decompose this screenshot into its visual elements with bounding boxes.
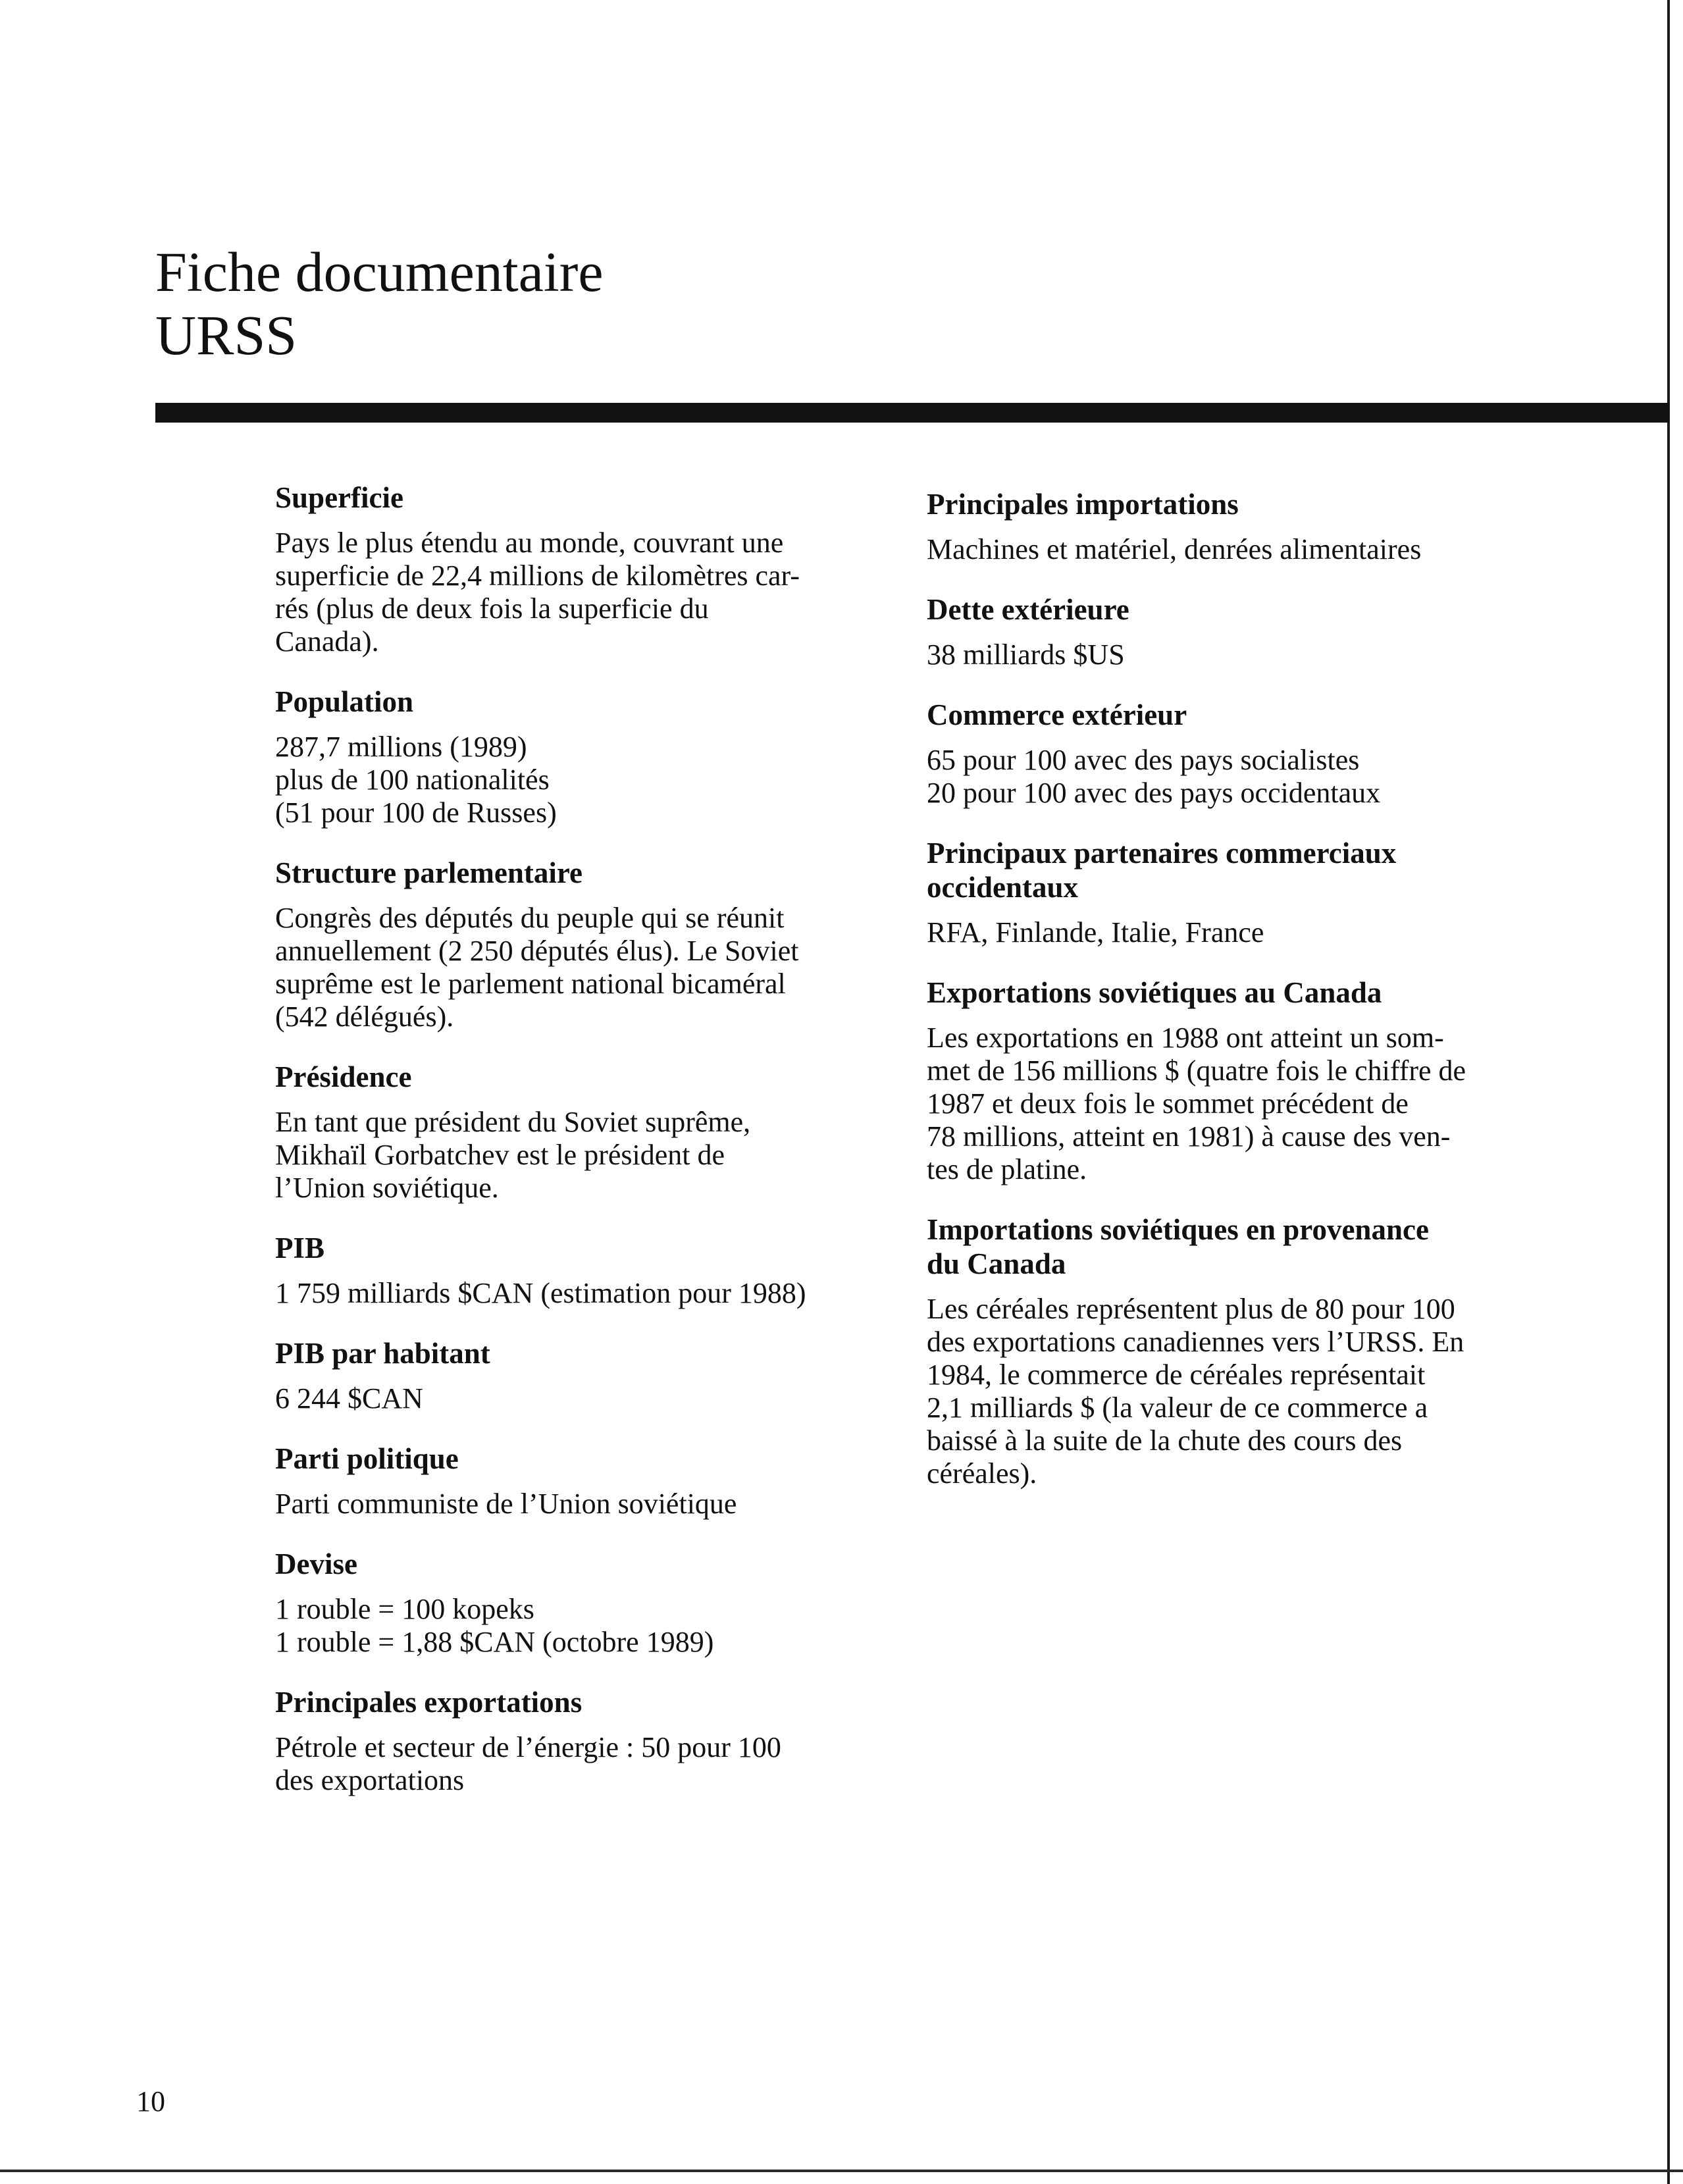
section-heading (927, 592, 1532, 627)
body-line: met de 156 millions $ (quatre fois le chiffre de (927, 1054, 1466, 1087)
heading-line: Principaux partenaires commerciaux (927, 837, 1397, 870)
section-population (275, 685, 881, 829)
section-heading: PIB (275, 1232, 325, 1264)
section-body (927, 1022, 1532, 1186)
section-pib (275, 1231, 881, 1310)
section-heading: PIB par habitant (275, 1337, 490, 1370)
body-line: rés (plus de deux fois la superficie du (275, 592, 709, 625)
body-line: annuellement (2 250 députés élus). Le Soviet (275, 935, 799, 967)
section-heading (927, 487, 1532, 521)
body-line: (51 pour 100 de Russes) (275, 796, 557, 829)
body-line: Pays le plus étendu au monde, couvrant une (275, 527, 784, 559)
section-body (275, 731, 881, 829)
page-edge-right (1667, 0, 1670, 2184)
title-line-1: Fiche documentaire (155, 240, 604, 303)
section-devise (275, 1547, 881, 1659)
section-commerce-exterieur (927, 698, 1532, 810)
section-principales-exportations (275, 1685, 881, 1797)
section-body (927, 533, 1532, 566)
page-number: 10 (136, 2085, 165, 2118)
section-heading: Superficie (275, 481, 403, 514)
body-line: Les céréales représentent plus de 80 pour 100 (927, 1293, 1455, 1325)
body-line: plus de 100 nationalités (275, 764, 550, 796)
heading-line: occidentaux (927, 871, 1078, 904)
section-structure-parlementaire (275, 856, 881, 1033)
heading-line: Dette extérieure (927, 593, 1129, 626)
heading-line: du Canada (927, 1247, 1066, 1280)
section-body (927, 744, 1532, 810)
section-heading: Présidence (275, 1060, 412, 1093)
body-line: Parti communiste de l’Union soviétique (275, 1488, 737, 1520)
body-line: 1 rouble = 100 kopeks (275, 1593, 534, 1625)
section-heading (927, 975, 1532, 1010)
section-body (927, 916, 1532, 949)
body-line: 1 759 milliards $CAN (estimation pour 1988) (275, 1277, 806, 1309)
section-parti-politique (275, 1442, 881, 1521)
body-line: suprême est le parlement national bicaméral (275, 968, 786, 1000)
section-exportations-sovietiques-au-canada (927, 975, 1532, 1186)
body-line: Canada). (275, 625, 379, 658)
section-heading (927, 836, 1532, 904)
body-line: Pétrole et secteur de l’énergie : 50 pour 100 (275, 1731, 781, 1763)
right-column (927, 487, 1532, 1517)
body-line: 6 244 $CAN (275, 1382, 423, 1415)
section-presidence (275, 1060, 881, 1205)
body-line: Mikhaïl Gorbatchev est le président de (275, 1139, 725, 1171)
section-heading: Structure parlementaire (275, 856, 583, 889)
section-importations-sovietiques-en-provenance-du-canada (927, 1212, 1532, 1490)
heading-line: Commerce extérieur (927, 698, 1187, 731)
left-column (275, 481, 881, 1823)
body-line: céréales). (927, 1457, 1037, 1490)
body-line: 1984, le commerce de céréales représentait (927, 1359, 1426, 1391)
body-line: baissé à la suite de la chute des cours des (927, 1424, 1403, 1457)
section-heading: Parti politique (275, 1442, 459, 1475)
body-line: 78 millions, atteint en 1981) à cause des ven- (927, 1120, 1451, 1153)
section-heading (927, 1212, 1532, 1281)
title-rule (155, 403, 1669, 423)
section-body (927, 1293, 1532, 1490)
body-line: (542 délégués). (275, 1001, 454, 1033)
page-edge-bottom (0, 2170, 1683, 2172)
section-heading: Devise (275, 1547, 357, 1580)
section-body (927, 638, 1532, 671)
body-line: 38 milliards $US (927, 638, 1125, 671)
section-body (275, 1488, 881, 1521)
body-line: Les exportations en 1988 ont atteint un som- (927, 1022, 1444, 1054)
section-heading (927, 698, 1532, 732)
body-line: tes de platine. (927, 1153, 1087, 1185)
section-body (275, 527, 881, 658)
body-line: RFA, Finlande, Italie, France (927, 916, 1264, 949)
section-superficie (275, 481, 881, 658)
section-body (275, 1382, 881, 1415)
body-line: En tant que président du Soviet suprême, (275, 1106, 751, 1138)
section-heading: Population (275, 685, 414, 718)
body-line: 287,7 millions (1989) (275, 731, 527, 763)
body-line: 65 pour 100 avec des pays socialistes (927, 744, 1360, 776)
body-line: Machines et matériel, denrées alimentaires (927, 533, 1422, 565)
body-line: 2,1 milliards $ (la valeur de ce commerce a (927, 1391, 1428, 1424)
heading-line: Principales importations (927, 488, 1239, 521)
body-line: 1987 et deux fois le sommet précédent de (927, 1087, 1409, 1120)
body-line: des exportations canadiennes vers l’URSS. En (927, 1326, 1464, 1358)
page-title (155, 240, 604, 367)
section-pib-par-habitant (275, 1336, 881, 1415)
body-line: superficie de 22,4 millions de kilomètres car- (275, 559, 800, 592)
section-body (275, 1106, 881, 1205)
body-line: Congrès des députés du peuple qui se réunit (275, 902, 785, 934)
body-line: l’Union soviétique. (275, 1172, 499, 1204)
section-heading: Principales exportations (275, 1686, 583, 1719)
section-body (275, 1593, 881, 1659)
heading-line: Exportations soviétiques au Canada (927, 976, 1382, 1009)
body-line: des exportations (275, 1764, 465, 1796)
section-principaux-partenaires-commerciaux-occidentaux (927, 836, 1532, 949)
section-body (275, 1731, 881, 1797)
section-body (275, 1277, 881, 1310)
title-line-2: URSS (155, 303, 298, 367)
heading-line: Importations soviétiques en provenance (927, 1213, 1429, 1246)
section-body (275, 902, 881, 1033)
section-principales-importations (927, 487, 1532, 566)
body-line: 1 rouble = 1,88 $CAN (octobre 1989) (275, 1626, 714, 1658)
body-line: 20 pour 100 avec des pays occidentaux (927, 777, 1381, 809)
section-dette-exterieure (927, 592, 1532, 671)
